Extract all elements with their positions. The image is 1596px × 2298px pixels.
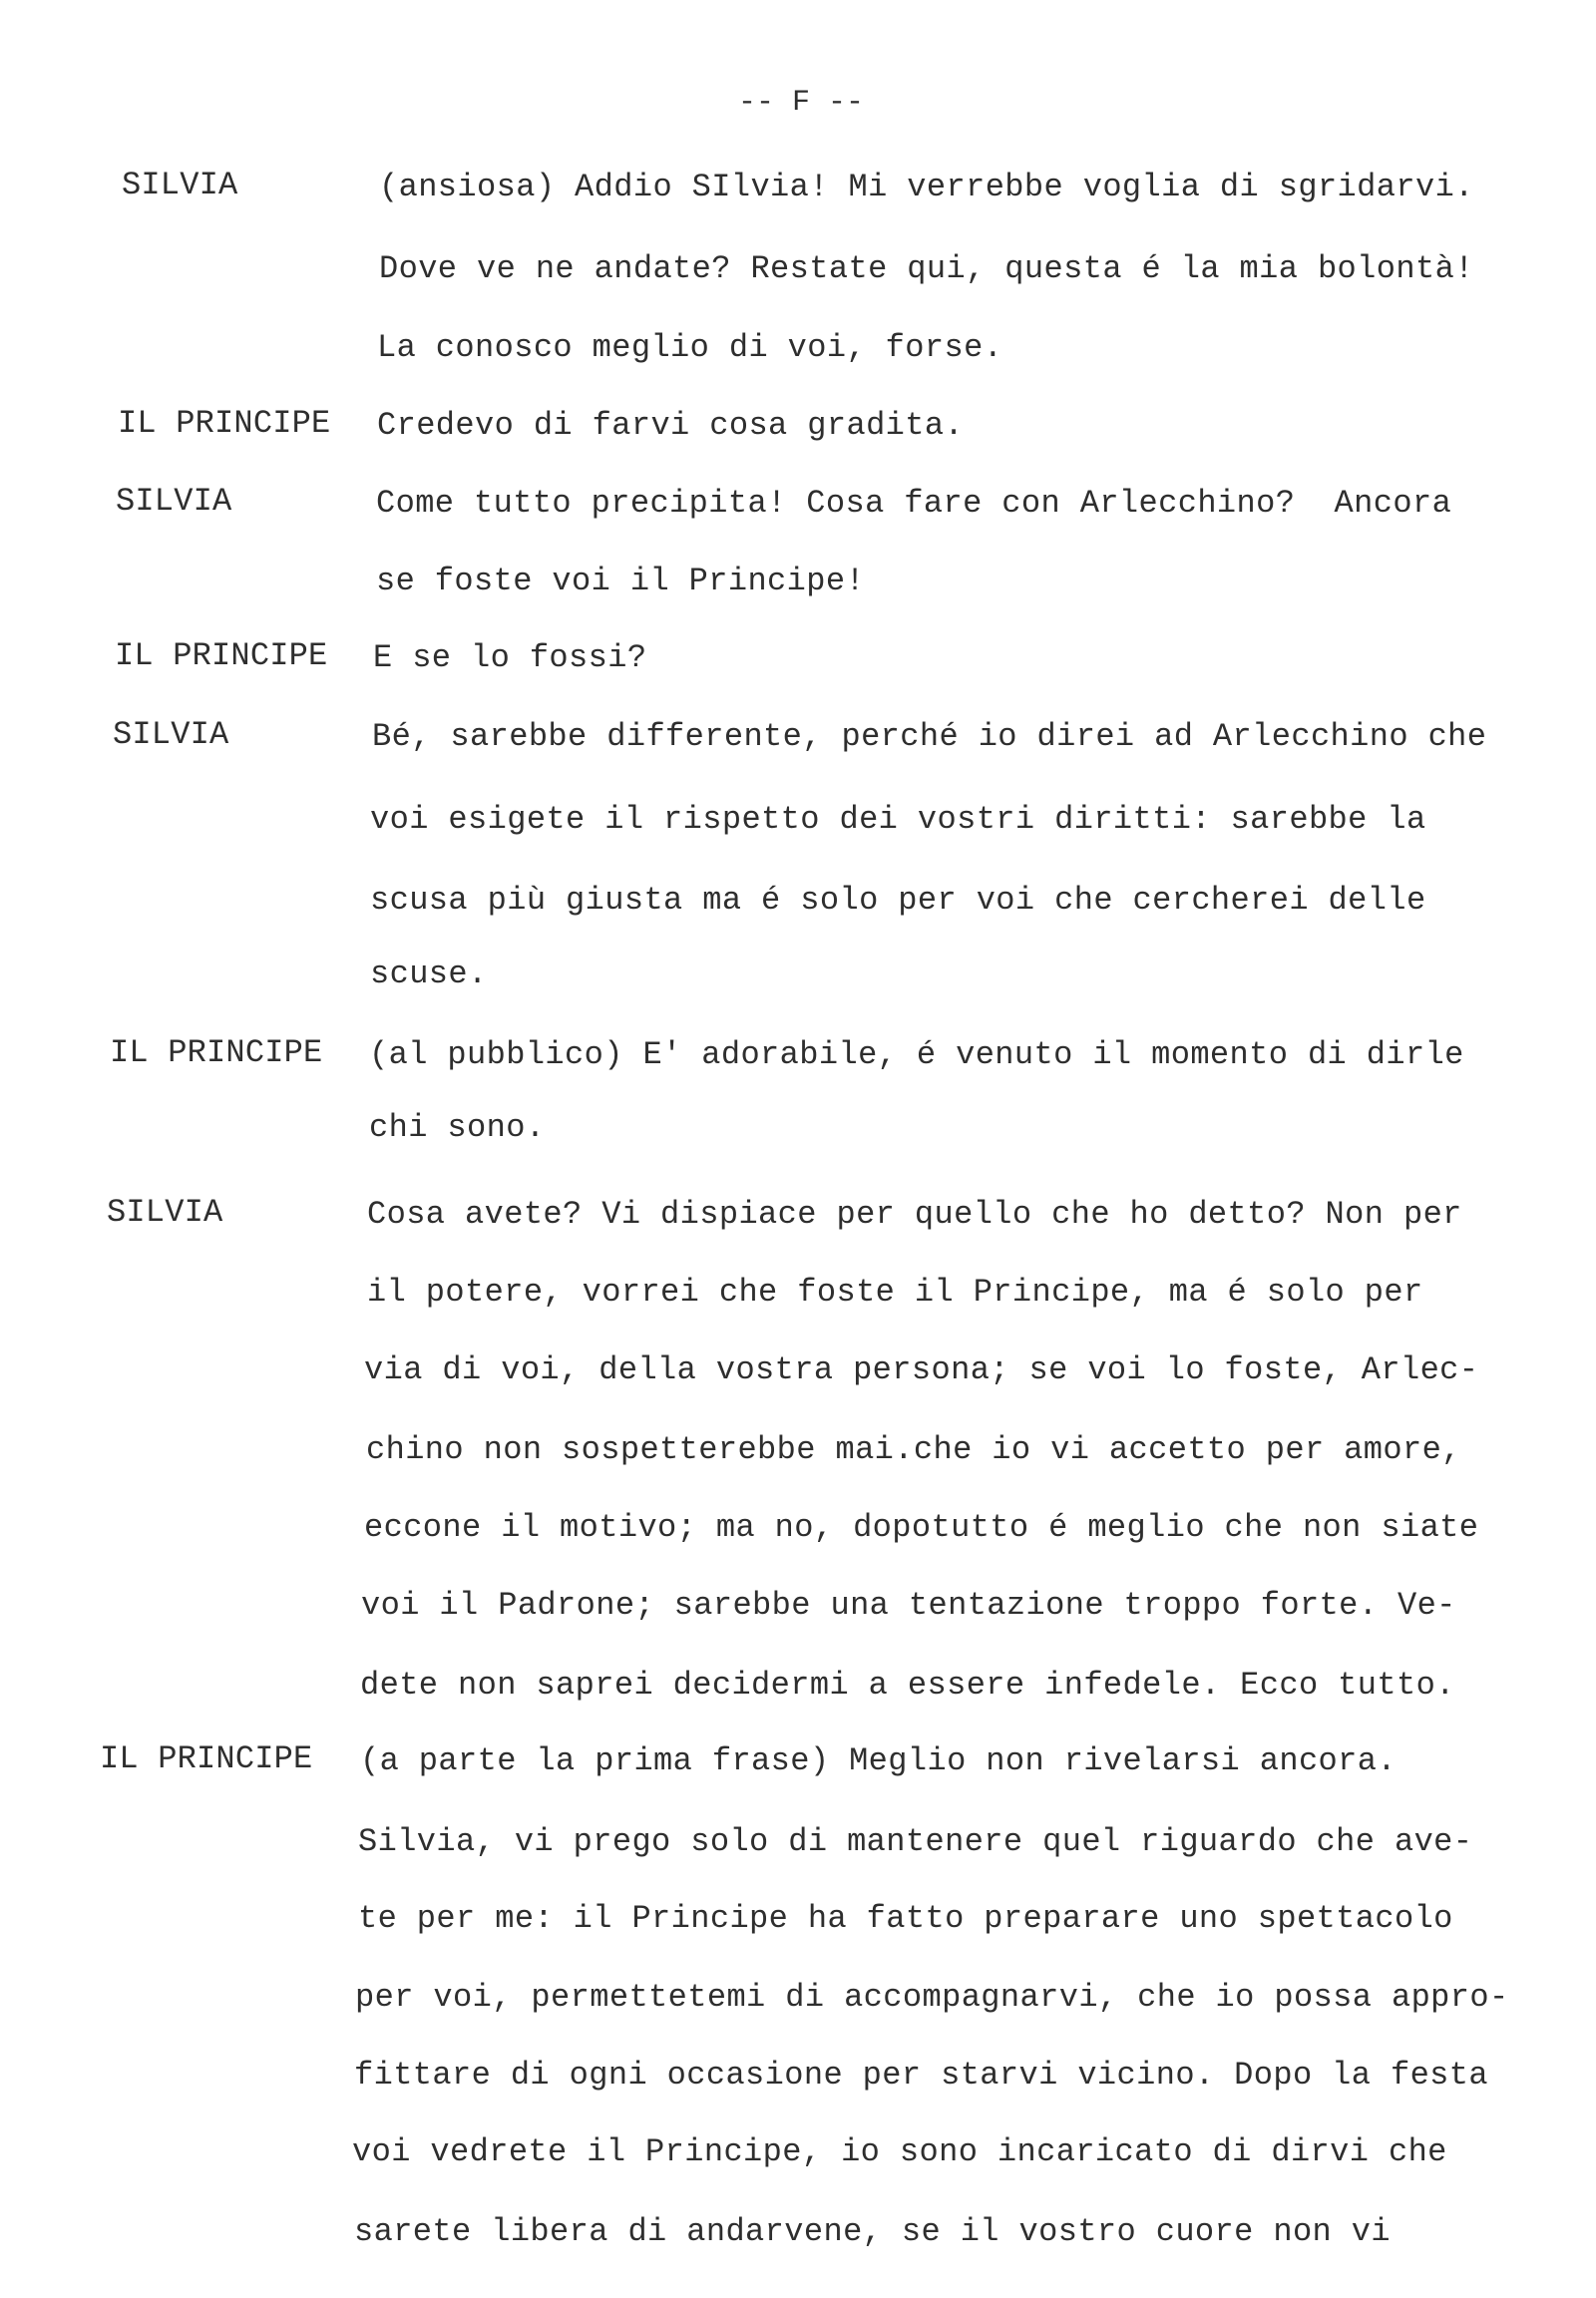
dialogue-line: se foste voi il Principe! <box>376 563 866 599</box>
speaker-name: IL PRINCIPE <box>115 637 328 674</box>
dialogue-line: Dove ve ne andate? Restate qui, questa é la mia bolontà! <box>379 250 1474 287</box>
dialogue-line: La conosco meglio di voi, forse. <box>377 329 1003 366</box>
speaker-name: SILVIA <box>116 483 232 520</box>
dialogue-line: sarete libera di andarvene, se il vostro cuore non vi <box>354 2213 1391 2250</box>
page-marker: -- F -- <box>738 86 865 120</box>
speaker-name: SILVIA <box>107 1194 223 1231</box>
dialogue-line: (a parte la prima frase) Meglio non rivelarsi ancora. <box>360 1742 1396 1779</box>
dialogue-line: fittare di ogni occasione per starvi vicino. Dopo la festa <box>354 2057 1488 2094</box>
dialogue-line: chino non sospetterebbe mai.che io vi accetto per amore, <box>366 1431 1461 1468</box>
dialogue-line: E se lo fossi? <box>373 639 647 676</box>
dialogue-line: Come tutto precipita! Cosa fare con Arlecchino? Ancora <box>376 485 1452 522</box>
dialogue-line: eccone il motivo; ma no, dopotutto é meglio che non siate <box>364 1509 1479 1546</box>
dialogue-line: voi il Padrone; sarebbe una tentazione troppo forte. Ve- <box>361 1587 1456 1624</box>
dialogue-line: il potere, vorrei che foste il Principe, ma é solo per <box>367 1274 1423 1311</box>
dialogue-line: Credevo di farvi cosa gradita. <box>377 407 965 444</box>
speaker-name: IL PRINCIPE <box>100 1740 313 1777</box>
dialogue-line: voi esigete il rispetto dei vostri diritti: sarebbe la <box>370 801 1426 838</box>
dialogue-line: voi vedrete il Principe, io sono incaricato di dirvi che <box>352 2133 1447 2170</box>
dialogue-line: Silvia, vi prego solo di mantenere quel riguardo che ave- <box>358 1823 1473 1860</box>
dialogue-line: Bé, sarebbe differente, perché io direi ad Arlecchino che <box>372 718 1487 755</box>
speaker-name: IL PRINCIPE <box>110 1034 323 1071</box>
dialogue-line: dete non saprei decidermi a essere infedele. Ecco tutto. <box>360 1667 1455 1704</box>
speaker-name: SILVIA <box>122 167 238 203</box>
dialogue-line: chi sono. <box>369 1109 546 1146</box>
dialogue-line: te per me: il Principe ha fatto preparare uno spettacolo <box>358 1900 1453 1937</box>
dialogue-line: Cosa avete? Vi dispiace per quello che ho detto? Non per <box>367 1196 1462 1233</box>
dialogue-line: scusa più giusta ma é solo per voi che cercherei delle <box>370 882 1426 919</box>
dialogue-line: per voi, permettetemi di accompagnarvi, che io possa appro- <box>355 1979 1509 2016</box>
dialogue-line: (al pubblico) E' adorabile, é venuto il momento di dirle <box>369 1036 1464 1073</box>
dialogue-line: scuse. <box>370 956 488 992</box>
dialogue-line: (ansiosa) Addio SIlvia! Mi verrebbe voglia di sgridarvi. <box>379 169 1474 205</box>
speaker-name: IL PRINCIPE <box>118 405 331 442</box>
dialogue-line: via di voi, della vostra persona; se voi lo foste, Arlec- <box>364 1351 1479 1388</box>
speaker-name: SILVIA <box>113 716 229 753</box>
